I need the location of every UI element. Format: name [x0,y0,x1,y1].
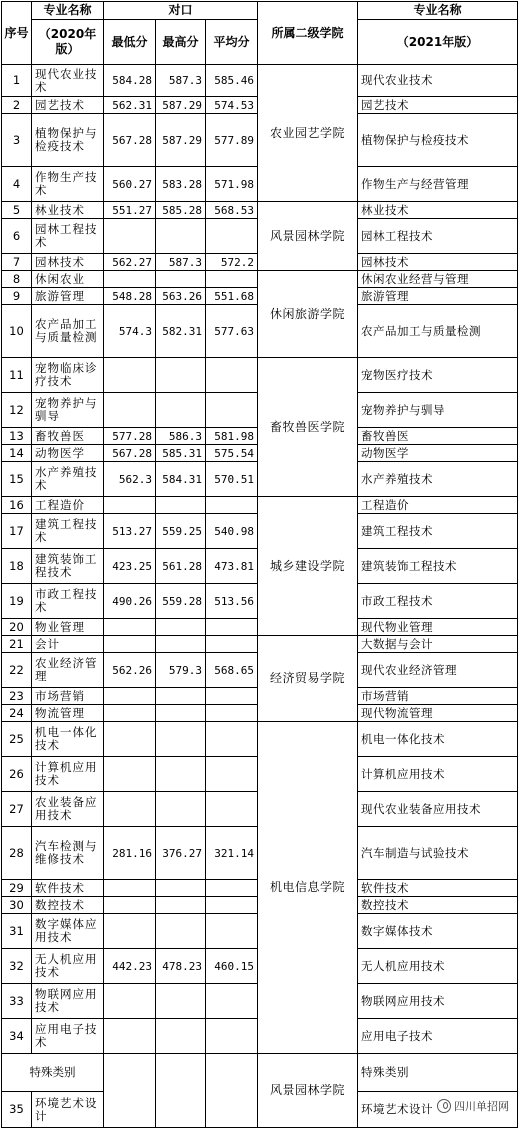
major-2021-cell: 数字媒体技术 [358,914,518,949]
major-2021-cell: 水产养殖技术 [358,462,518,497]
min-score-cell: 562.27 [104,254,156,271]
major-2020-cell: 数字媒体应用技术 [32,914,104,949]
max-score-cell [156,219,206,254]
seq-cell: 35 [2,1092,32,1128]
max-score-cell [156,880,206,897]
avg-score-cell: 575.54 [206,445,258,462]
max-score-cell: 587.29 [156,114,206,167]
major-2021-cell: 宠物医疗技术 [358,358,518,393]
major-2020-cell: 应用电子技术 [32,1019,104,1054]
seq-cell: 23 [2,688,32,705]
min-score-cell [104,219,156,254]
max-score-cell [156,358,206,393]
avg-score-cell: 585.46 [206,65,258,97]
major-2020-cell: 会计 [32,636,104,653]
school-cell-leisure: 休闲旅游学院 [258,271,358,358]
min-score-cell: 281.16 [104,827,156,880]
major-2020-cell: 建筑装饰工程技术 [32,549,104,584]
major-2021-cell: 应用电子技术 [358,1019,518,1054]
major-2020-cell: 畜牧兽医 [32,428,104,445]
header-school: 所属二级学院 [258,2,358,65]
watermark [434,1097,512,1115]
max-score-cell [156,792,206,827]
avg-score-cell [206,705,258,722]
min-score-cell [104,757,156,792]
max-score-cell: 585.28 [156,202,206,219]
seq-cell: 15 [2,462,32,497]
max-score-cell [156,914,206,949]
empty-score-cell [156,1054,206,1128]
seq-cell: 5 [2,202,32,219]
min-score-cell: 423.25 [104,549,156,584]
major-2021-cell: 园林工程技术 [358,219,518,254]
min-score-cell [104,722,156,757]
min-score-cell [104,497,156,514]
header-min: 最低分 [104,20,156,65]
seq-cell: 10 [2,305,32,358]
seq-cell: 13 [2,428,32,445]
avg-score-cell [206,897,258,914]
min-score-cell [104,880,156,897]
empty-score-cell [104,1054,156,1128]
header-avg: 平均分 [206,20,258,65]
major-2021-cell: 作物生产与经营管理 [358,167,518,202]
min-score-cell: 442.23 [104,949,156,984]
table-row [2,636,518,653]
header-major-2020-line2: （2020年 [38,27,97,41]
major-2020-cell: 物联网应用技术 [32,984,104,1019]
max-score-cell: 559.25 [156,514,206,549]
major-2021-cell: 现代农业装备应用技术 [358,792,518,827]
avg-score-cell [206,688,258,705]
seq-cell: 18 [2,549,32,584]
avg-score-cell [206,914,258,949]
min-score-cell: 513.27 [104,514,156,549]
min-score-cell [104,358,156,393]
avg-score-cell: 577.89 [206,114,258,167]
table-row [2,202,518,219]
seq-cell: 6 [2,219,32,254]
major-2020-cell: 软件技术 [32,880,104,897]
major-2020-cell: 现代农业技术 [32,65,104,97]
max-score-cell [156,619,206,636]
major-2021-cell: 无人机应用技术 [358,949,518,984]
school-cell-economy: 经济贸易学院 [258,636,358,722]
header-major-2020-line3: 版） [55,42,80,56]
avg-score-cell [206,271,258,288]
max-score-cell: 478.23 [156,949,206,984]
avg-score-cell [206,219,258,254]
major-2020-cell: 数控技术 [32,897,104,914]
max-score-cell: 376.27 [156,827,206,880]
seq-cell: 1 [2,65,32,97]
min-score-cell: 490.26 [104,584,156,619]
major-2021-cell: 畜牧兽医 [358,428,518,445]
major-2020-cell: 园林工程技术 [32,219,104,254]
min-score-cell: 567.28 [104,445,156,462]
seq-cell: 22 [2,653,32,688]
avg-score-cell [206,358,258,393]
seq-cell: 19 [2,584,32,619]
max-score-cell [156,722,206,757]
major-2020-cell: 宠物临床诊疗技术 [32,358,104,393]
major-2020-cell: 建筑工程技术 [32,514,104,549]
avg-score-cell: 572.2 [206,254,258,271]
seq-cell: 21 [2,636,32,653]
major-2021-cell: 建筑工程技术 [358,514,518,549]
major-2020-cell: 计算机应用技术 [32,757,104,792]
avg-score-cell: 570.51 [206,462,258,497]
avg-score-cell: 540.98 [206,514,258,549]
special-category-label: 特殊类别 [2,1054,104,1092]
seq-cell: 2 [2,97,32,114]
table-row [2,722,518,757]
avg-score-cell: 574.53 [206,97,258,114]
major-2021-cell: 市政工程技术 [358,584,518,619]
admission-scores-table [1,1,518,1128]
max-score-cell: 585.31 [156,445,206,462]
avg-score-cell: 460.15 [206,949,258,984]
seq-cell: 29 [2,880,32,897]
avg-score-cell: 473.81 [206,549,258,584]
header-max: 最高分 [156,20,206,65]
seq-cell: 25 [2,722,32,757]
avg-score-cell: 513.56 [206,584,258,619]
min-score-cell: 584.28 [104,65,156,97]
seq-cell: 16 [2,497,32,514]
special-category-row [2,1054,518,1092]
max-score-cell: 587.3 [156,254,206,271]
major-2021-cell: 园艺技术 [358,97,518,114]
min-score-cell: 567.28 [104,114,156,167]
major-2020-cell: 市政工程技术 [32,584,104,619]
min-score-cell [104,792,156,827]
avg-score-cell [206,757,258,792]
min-score-cell [104,393,156,428]
header-major-2020-line1: 专业名称 [32,2,104,20]
major-2021-cell: 汽车制造与试验技术 [358,827,518,880]
major-2021-cell: 市场营销 [358,688,518,705]
avg-score-cell: 568.65 [206,653,258,688]
header-duikou: 对口 [104,2,258,20]
seq-cell: 28 [2,827,32,880]
major-2020-cell: 工程造价 [32,497,104,514]
min-score-cell [104,619,156,636]
empty-score-cell [206,1054,258,1128]
max-score-cell: 586.3 [156,428,206,445]
major-2021-cell: 植物保护与检疫技术 [358,114,518,167]
max-score-cell [156,1019,206,1054]
seq-cell: 11 [2,358,32,393]
max-score-cell [156,897,206,914]
major-2020-cell: 农产品加工与质量检测 [32,305,104,358]
seq-cell: 17 [2,514,32,549]
major-2020-cell: 水产养殖技术 [32,462,104,497]
major-2021-cell: 大数据与会计 [358,636,518,653]
seq-cell: 24 [2,705,32,722]
max-score-cell: 582.31 [156,305,206,358]
max-score-cell: 563.26 [156,288,206,305]
min-score-cell: 562.31 [104,97,156,114]
min-score-cell [104,984,156,1019]
major-2021-cell: 林业技术 [358,202,518,219]
school-cell-mech: 机电信息学院 [258,722,358,1054]
min-score-cell: 548.28 [104,288,156,305]
school-cell-agri: 农业园艺学院 [258,65,358,202]
school-cell-landscape: 风景园林学院 [258,202,358,271]
max-score-cell: 559.28 [156,584,206,619]
major-2021-cell: 环境艺术设计 [358,1092,518,1128]
max-score-cell: 584.31 [156,462,206,497]
avg-score-cell: 568.53 [206,202,258,219]
major-2020-cell: 宠物养护与驯导 [32,393,104,428]
major-2021-cell: 现代农业技术 [358,65,518,97]
min-score-cell [104,688,156,705]
min-score-cell: 574.3 [104,305,156,358]
avg-score-cell [206,393,258,428]
major-2020-cell: 环境艺术设计 [32,1092,104,1128]
max-score-cell [156,393,206,428]
avg-score-cell [206,1019,258,1054]
avg-score-cell [206,792,258,827]
major-2021-cell: 工程造价 [358,497,518,514]
seq-cell: 26 [2,757,32,792]
major-2021-cell: 农产品加工与质量检测 [358,305,518,358]
min-score-cell [104,636,156,653]
max-score-cell [156,688,206,705]
major-2021-cell: 物联网应用技术 [358,984,518,1019]
major-2021-cell: 机电一体化技术 [358,722,518,757]
seq-cell: 31 [2,914,32,949]
seq-cell: 34 [2,1019,32,1054]
major-2020-cell: 作物生产技术 [32,167,104,202]
avg-score-cell: 581.98 [206,428,258,445]
major-2021-cell: 现代农业经济管理 [358,653,518,688]
major-2020-cell: 园林技术 [32,254,104,271]
max-score-cell: 587.29 [156,97,206,114]
max-score-cell [156,497,206,514]
major-2021-cell: 计算机应用技术 [358,757,518,792]
table-row [2,497,518,514]
avg-score-cell [206,619,258,636]
avg-score-cell: 321.14 [206,827,258,880]
major-2020-cell: 休闲农业 [32,271,104,288]
avg-score-cell: 577.63 [206,305,258,358]
avg-score-cell: 551.68 [206,288,258,305]
header-major-2020-edition [32,20,104,65]
major-2020-cell: 林业技术 [32,202,104,219]
min-score-cell: 562.3 [104,462,156,497]
school-cell-construction: 城乡建设学院 [258,497,358,636]
seq-cell: 8 [2,271,32,288]
major-2020-cell: 旅游管理 [32,288,104,305]
max-score-cell [156,636,206,653]
min-score-cell: 560.27 [104,167,156,202]
major-2021-cell: 休闲农业经营与管理 [358,271,518,288]
avg-score-cell [206,880,258,897]
seq-cell: 7 [2,254,32,271]
seq-cell: 9 [2,288,32,305]
major-2021-cell: 园林技术 [358,254,518,271]
major-2020-cell: 园艺技术 [32,97,104,114]
school-cell-animal: 畜牧兽医学院 [258,358,358,497]
seq-cell: 33 [2,984,32,1019]
major-2021-cell: 软件技术 [358,880,518,897]
max-score-cell: 561.28 [156,549,206,584]
major-2020-cell: 农业装备应用技术 [32,792,104,827]
major-2021-cell: 宠物养护与驯导 [358,393,518,428]
min-score-cell: 577.28 [104,428,156,445]
major-2020-cell: 无人机应用技术 [32,949,104,984]
table-row [2,358,518,393]
major-2020-cell: 植物保护与检疫技术 [32,114,104,167]
seq-cell: 20 [2,619,32,636]
max-score-cell [156,705,206,722]
max-score-cell: 587.3 [156,65,206,97]
major-2020-cell: 汽车检测与维修技术 [32,827,104,880]
major-2021-cell: 现代物流管理 [358,705,518,722]
major-2020-cell: 农业经济管理 [32,653,104,688]
major-2020-cell: 物流管理 [32,705,104,722]
seq-cell: 14 [2,445,32,462]
special-category-new-label: 特殊类别 [358,1054,518,1092]
min-score-cell [104,705,156,722]
header-major-2021-line1: 专业名称 [358,2,518,20]
avg-score-cell: 571.98 [206,167,258,202]
seq-cell: 32 [2,949,32,984]
seq-cell: 27 [2,792,32,827]
max-score-cell: 583.28 [156,167,206,202]
table-row [2,271,518,288]
min-score-cell [104,1019,156,1054]
major-2021-cell: 建筑装饰工程技术 [358,549,518,584]
min-score-cell [104,271,156,288]
header-major-2021-line2: （2021年版） [358,20,518,65]
min-score-cell [104,914,156,949]
avg-score-cell [206,722,258,757]
max-score-cell [156,984,206,1019]
major-2021-cell: 动物医学 [358,445,518,462]
max-score-cell: 579.3 [156,653,206,688]
min-score-cell: 551.27 [104,202,156,219]
seq-cell: 30 [2,897,32,914]
major-2021-cell: 现代物业管理 [358,619,518,636]
avg-score-cell [206,984,258,1019]
school-cell-landscape-special: 风景园林学院 [258,1054,358,1128]
major-2020-cell: 市场营销 [32,688,104,705]
table-row [2,65,518,97]
min-score-cell [104,897,156,914]
max-score-cell [156,757,206,792]
wechat-icon [437,1099,451,1113]
header-seq: 序号 [2,2,32,65]
watermark-text: 四川单招网 [454,1100,509,1113]
seq-cell: 3 [2,114,32,167]
max-score-cell [156,271,206,288]
seq-cell: 4 [2,167,32,202]
min-score-cell: 562.26 [104,653,156,688]
major-2020-cell: 物业管理 [32,619,104,636]
major-2020-cell: 机电一体化技术 [32,722,104,757]
avg-score-cell [206,636,258,653]
major-2021-cell: 数控技术 [358,897,518,914]
major-2021-cell: 旅游管理 [358,288,518,305]
seq-cell: 12 [2,393,32,428]
avg-score-cell [206,497,258,514]
major-2020-cell: 动物医学 [32,445,104,462]
